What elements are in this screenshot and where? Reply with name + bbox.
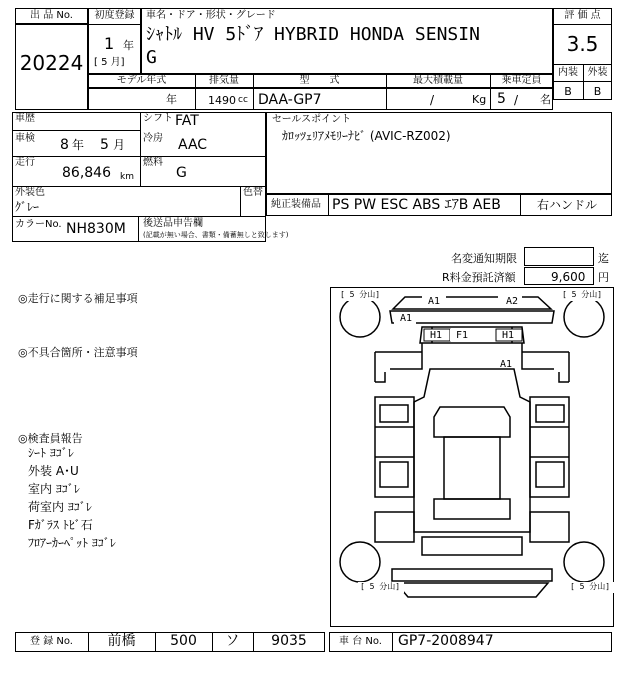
tire-rear-right [564, 542, 604, 582]
registration-kana: ソ [225, 633, 240, 649]
damage-mark-h1-right: H1 [502, 330, 515, 341]
car-name: ｼｬﾄﾙ HV 5ﾄﾞｱ HYBRID HONDA SENSIN [146, 24, 480, 45]
type-value: DAA-GP7 [258, 92, 322, 108]
name-change-unit: 迄 [598, 252, 609, 265]
exterior-grade: B [593, 85, 602, 98]
damage-mark-a2-top: A2 [506, 296, 519, 307]
recycle-unit: 円 [598, 271, 609, 284]
max-load-value: / [430, 93, 435, 107]
color-change-label: 色替 [243, 187, 263, 198]
inspection-year-unit: 年 [72, 138, 85, 152]
mileage-label: 走行 [15, 157, 35, 168]
tire-tread-rear-left: [ 5 分山] [360, 582, 401, 591]
model-year-label: モデル年式 [116, 75, 167, 86]
fuel-value: G [176, 165, 187, 181]
damage-mark-h1-left: H1 [430, 330, 443, 341]
driving-remarks-label: ◎走行に関する補足事項 [18, 292, 138, 305]
color-no-value: NH830M [66, 221, 126, 237]
registration-class: 500 [170, 633, 197, 649]
aftermarket-note: (記載が無い場合、書類・備蓄無しと致します) [143, 231, 289, 239]
inspector-line: Fｶﾞﾗｽ ﾄﾋﾞ石 [28, 518, 93, 532]
shift-label: シフト [143, 113, 173, 124]
recycle-value: 9,600 [551, 270, 586, 284]
exterior-label: 外装 [587, 67, 608, 78]
max-load-unit: Kg [472, 93, 487, 106]
rear-bumper-lower [396, 583, 548, 597]
displacement-label: 排気量 [209, 75, 239, 86]
aircon-label: 冷房 [143, 133, 163, 144]
damage-mark-a1-top: A1 [428, 296, 441, 307]
first-reg-year: 1 [104, 34, 115, 53]
model-year-unit: 年 [166, 93, 177, 106]
fuel-label: 燃料 [143, 157, 163, 168]
capacity-value: 5 [497, 91, 506, 107]
inspector-line: ﾌﾛｱｰｶｰﾍﾟｯﾄ ﾖｺﾞﾚ [28, 536, 116, 550]
car-name-line2: G [146, 47, 157, 68]
equipment-items: PS PW ESC ABS ｴｱB AEB [332, 197, 501, 213]
displacement-value: 1490 [208, 94, 236, 107]
capacity-label: 乗車定員 [501, 75, 542, 86]
color-value: ｸﾞﾚｰ [15, 200, 40, 214]
tire-tread-front-left: [ 5 分山] [340, 290, 381, 299]
tire-tread-rear-right: [ 5 分山] [570, 582, 611, 591]
mileage-value: 86,846 [62, 165, 111, 181]
damage-mark-a1-bumper: A1 [400, 313, 413, 324]
inspector-line: 荷室内 ﾖｺﾞﾚ [28, 500, 92, 514]
displacement-unit: cc [238, 95, 248, 105]
windshield [434, 407, 510, 437]
damage-mark-a1-side: A1 [500, 359, 513, 370]
color-no-label: カラーNo. [15, 219, 62, 230]
first-reg-month: [ 5 月] [94, 57, 125, 68]
max-load-label: 最大積載量 [413, 75, 463, 86]
sales-point-label: セールスポイント [272, 114, 352, 125]
tailgate [422, 537, 522, 555]
name-change-value-box [524, 247, 594, 266]
mileage-unit: km [120, 172, 134, 182]
history-label: 車歴 [15, 113, 35, 124]
tire-tread-front-right: [ 5 分山] [562, 290, 603, 299]
chassis-number: GP7-2008947 [398, 633, 494, 649]
recycle-label: R料金預託済額 [442, 271, 516, 284]
color-label: 外装色 [15, 187, 45, 198]
damage-mark-f1: F1 [456, 330, 469, 341]
inspection-month-unit: 月 [113, 138, 126, 152]
registration-number: 9035 [271, 633, 307, 649]
interior-label: 内装 [558, 67, 578, 78]
inspector-label: ◎検査員報告 [18, 432, 83, 445]
lot-number: 20224 [19, 51, 84, 75]
chassis-label: 車 台 No. [339, 636, 382, 647]
tire-front-left [340, 297, 380, 337]
roof [444, 437, 500, 499]
capacity-unit: 名 [540, 93, 551, 106]
registration-label: 登 録 No. [30, 636, 73, 647]
inspector-line: 外装 A･U [28, 464, 79, 478]
tire-front-right [564, 297, 604, 337]
registration-region: 前橋 [107, 633, 136, 649]
grade-label: 評 価 点 [564, 10, 601, 21]
fender-line [390, 343, 554, 369]
car-outline-svg [330, 287, 614, 627]
aircon-value: AAC [178, 137, 208, 153]
body-outline [414, 369, 530, 532]
first-reg-label: 初度登録 [94, 10, 135, 21]
car-name-label: 車名・ドア・形状・グレード [146, 10, 276, 21]
defects-label: ◎不具合箇所・注意事項 [18, 346, 138, 359]
inspector-line: 室内 ﾖｺﾞﾚ [28, 482, 80, 496]
lot-label: 出 品 No. [30, 10, 73, 21]
tire-rear-left [340, 542, 380, 582]
interior-grade: B [564, 85, 572, 98]
name-change-label: 名変通知期限 [451, 252, 517, 265]
drive-side: 右ハンドル [537, 198, 598, 212]
equipment-label: 純正装備品 [271, 199, 321, 210]
inspector-line: ｼｰﾄ ﾖｺﾞﾚ [28, 446, 74, 460]
inspection-year: 8 [60, 137, 69, 153]
first-reg-year-unit: 年 [123, 39, 134, 52]
capacity-separator: / [514, 93, 519, 107]
aftermarket-label: 後送品申告欄 [143, 218, 203, 229]
type-label: 型 式 [299, 75, 340, 86]
damage-diagram [330, 287, 614, 627]
front-bumper-upper [393, 297, 551, 309]
shift-value: FAT [175, 113, 199, 129]
sales-point-text: ｶﾛｯﾂｪﾘｱﾒﾓﾘｰﾅﾋﾞ (AVIC-RZ002) [282, 129, 451, 143]
inspection-month: 5 [100, 137, 109, 153]
overall-grade: 3.5 [566, 32, 599, 56]
inspection-label: 車検 [15, 133, 35, 144]
rear-window [434, 499, 510, 519]
rear-bumper-upper [392, 569, 552, 581]
